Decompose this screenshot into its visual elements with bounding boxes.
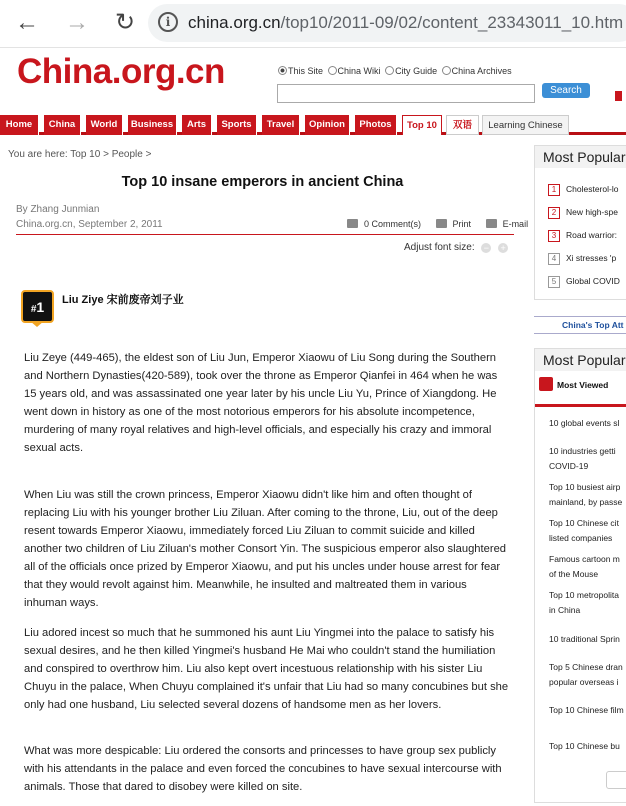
popular-item[interactable]: 1 Cholesterol-lo [548, 184, 618, 196]
scope-city-guide[interactable]: City Guide [385, 66, 437, 76]
comment-icon [347, 219, 358, 228]
nav-world[interactable]: World [86, 115, 123, 135]
article-paragraph: When Liu was still the crown princess, Emperor Xiaowu didn't like him and often thought of replacing Liu with his younger brother Liu Ziluan. After coming to the throne, Liu, out of the deep resent towards Emperor Xiaowu, immediately forced Liu Ziluan to commit suicide and killed another two children of Liu Ziluan's mother Consort Yin. The suspicious emperor also slaughtered all of the officials once prized by Emperor Xiaowu, and put his uncles under house arrest for fear that they would revolt against him. Meanwhile, he insulted and maltreated them in various inhuman ways. [24, 489, 507, 609]
viewed-item[interactable]: 10 industries getti [549, 446, 616, 456]
nav-sports[interactable]: Sports [217, 115, 257, 135]
print-link[interactable]: Print [436, 219, 478, 229]
browser-toolbar [0, 0, 626, 48]
viewed-item-cont[interactable]: of the Mouse [549, 569, 599, 579]
rank-badge-pointer [30, 321, 44, 327]
nav-home[interactable]: Home [0, 115, 39, 135]
viewed-item[interactable]: Top 10 Chinese bu [549, 741, 620, 751]
nav-photos[interactable]: Photos [355, 115, 397, 135]
nav-opinion[interactable]: Opinion [305, 115, 350, 135]
viewed-item[interactable]: Famous cartoon m [549, 554, 620, 564]
nav-top10[interactable]: Top 10 [402, 115, 442, 135]
list-icon [539, 377, 553, 391]
search-button[interactable]: Search [542, 83, 590, 98]
more-button[interactable] [606, 771, 626, 789]
nav-china[interactable]: China [44, 115, 81, 135]
article-source: China.org.cn, September 2, 2011 [16, 219, 163, 230]
forward-arrow-icon[interactable]: → [65, 9, 89, 36]
mobile-icon[interactable] [615, 91, 622, 101]
nav-business[interactable]: Business [128, 115, 177, 135]
nav-bilingual[interactable]: 双语 [446, 115, 479, 135]
viewed-item[interactable]: Top 10 Chinese cit [549, 518, 619, 528]
tab-underline [535, 404, 626, 407]
email-icon [486, 219, 497, 228]
person-heading: Liu Ziye 宋前废帝刘子业 [62, 294, 184, 306]
nav-learning-chinese[interactable]: Learning Chinese [482, 115, 569, 135]
viewed-item-cont[interactable]: COVID-19 [549, 461, 589, 471]
top-attractions-link[interactable]: China's Top Att [534, 316, 626, 334]
search-scope-options [278, 66, 514, 76]
viewed-item[interactable]: 10 traditional Sprin [549, 634, 620, 644]
print-icon [436, 219, 447, 228]
most-viewed-tab[interactable]: Most Viewed [539, 377, 608, 391]
main-nav [0, 115, 626, 135]
viewed-item-cont[interactable]: listed companies [549, 533, 613, 543]
url-text[interactable]: china.org.cn/top10/2011-09/02/content_23343011_10.htm [188, 13, 624, 32]
viewed-item-cont[interactable]: mainland, by passe [549, 497, 623, 507]
address-bar[interactable] [148, 4, 626, 42]
article-byline: By Zhang Junmian [16, 204, 100, 215]
viewed-item[interactable]: Top 5 Chinese dran [549, 662, 623, 672]
email-link[interactable]: E-mail [486, 219, 535, 229]
font-decrease-icon[interactable]: − [481, 243, 491, 253]
article-paragraph: What was more despicable: Liu ordered the consorts and princesses to have group sex publicly with his attendants in the palace and even forced the concubines to have sexual intercourse with animals. Those that dared to disobey were killed on site. [24, 745, 502, 793]
most-popular-title: Most Popular [535, 146, 626, 168]
viewed-item[interactable]: Top 10 busiest airp [549, 482, 621, 492]
rank-badge: #1 [21, 290, 54, 323]
scope-china-archives[interactable]: China Archives [442, 66, 512, 76]
back-arrow-icon[interactable]: ← [15, 9, 39, 36]
reload-icon[interactable]: ↻ [114, 9, 136, 36]
most-popular-panel [534, 145, 626, 300]
site-logo[interactable]: China.org.cn [17, 52, 225, 91]
most-popular-title-2: Most Popular [535, 349, 626, 371]
scope-china-wiki[interactable]: China Wiki [328, 66, 381, 76]
site-info-icon[interactable]: i [158, 12, 178, 32]
article-paragraph: Liu Zeye (449-465), the eldest son of Liu Jun, Emperor Xiaowu of Liu Song during the Southern and Northern Dynasties(420-589), took over the throne as Emperor Qianfei in 464 when he was 15 years old, and was assassinated one year later by his uncle Liu Yu, Prince of Xiangdong. He went down in history as one of the most notorious emperors for his absolute incompetence, murdering of many royal relatives and high-level officials, and especially his crazy and immoral sexual acts. [24, 352, 498, 454]
article-title: Top 10 insane emperors in ancient China [121, 174, 404, 190]
viewed-item-cont[interactable]: in China [549, 605, 581, 615]
popular-item[interactable]: 5 Global COVID [548, 276, 620, 288]
article-paragraph: Liu adored incest so much that he summoned his aunt Liu Yingmei into the palace to satisfy his sexual desires, and he then killed Yingmei's husband He Mai who couldn't stand the humiliation and conspired to overthrow him. Liu also kept overt incestuous relationship with his sister Liu Chuyu in the palace, When Chuyu complained it's unfair that Liu had so many concubines but she only had one husband, Liu selected several dozens of handsome men as her lovers. [24, 627, 509, 711]
article-tools [347, 219, 540, 229]
popular-item[interactable]: 2 New high-spe [548, 207, 618, 219]
viewed-item[interactable]: 10 global events sl [549, 418, 620, 428]
nav-travel[interactable]: Travel [262, 115, 300, 135]
popular-item[interactable]: 3 Road warrior: [548, 230, 617, 242]
font-increase-icon[interactable]: + [498, 243, 508, 253]
font-size-control: Adjust font size: − + [404, 242, 508, 253]
breadcrumb[interactable]: You are here: Top 10 > People > [8, 149, 152, 160]
most-viewed-panel [534, 348, 626, 803]
scope-this-site[interactable]: This Site [278, 66, 323, 76]
viewed-item[interactable]: Top 10 metropolita [549, 590, 619, 600]
nav-arts[interactable]: Arts [182, 115, 212, 135]
viewed-item-cont[interactable]: popular overseas i [549, 677, 619, 687]
search-input[interactable] [277, 84, 535, 103]
title-divider [16, 234, 514, 235]
popular-item[interactable]: 4 Xi stresses 'p [548, 253, 616, 265]
comments-link[interactable]: 0 Comment(s) [347, 219, 427, 229]
viewed-item[interactable]: Top 10 Chinese film [549, 705, 624, 715]
